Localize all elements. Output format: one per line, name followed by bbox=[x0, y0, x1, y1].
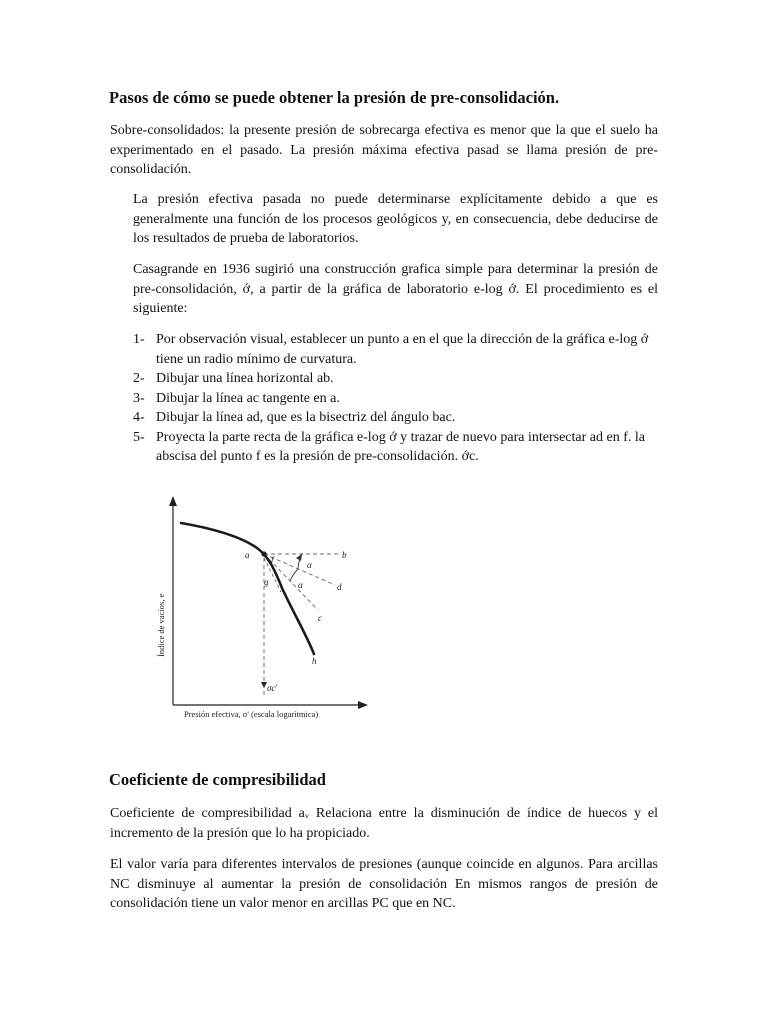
step-number: 3- bbox=[133, 390, 145, 406]
label-f: f bbox=[271, 555, 274, 565]
step-number: 2- bbox=[133, 371, 145, 386]
section-title-preconsolidation: Pasos de cómo se puede obtener la presión de pre-consolidación. bbox=[109, 88, 560, 107]
angle-arc-lower bbox=[290, 569, 298, 581]
paragraph-past-pressure: La presión efectiva pasada no puede determinarse explícitamente debido a que es generalmente una función de los procesos geológicos y, en consecuencia, debe deducirse de los resultados de prueba de laboratorios. bbox=[133, 192, 658, 246]
label-alpha-upper: α bbox=[307, 560, 312, 570]
paragraph-casagrande: Casagrande en 1936 sugirió una construcción grafica simple para determinar la presión de pre-consolidación, ớ, a partir de la gráfica de laboratorio e-log ớ. El procedimiento es el siguiente: bbox=[133, 262, 658, 316]
point-a-marker bbox=[261, 551, 266, 556]
list-item bbox=[133, 408, 660, 428]
x-axis-label: Presión efectiva, σ' (escala logarítmica) bbox=[184, 709, 319, 719]
list-item bbox=[133, 369, 660, 389]
arc-arrow-icon bbox=[296, 554, 302, 561]
step-text: Por observación visual, establecer un punto a en el que la dirección de la gráfica e-log ớ tiene un radio mínimo de curvatura. bbox=[156, 332, 649, 367]
paragraph-compressibility-definition: Coeficiente de compresibilidad aᵥ Relaciona entre la disminución de índice de huecos y el incremento de la presión que lo ha propiciado. bbox=[110, 806, 658, 841]
label-b: b bbox=[342, 550, 347, 560]
step-text: Dibujar la línea ac tangente en a. bbox=[156, 390, 340, 406]
paragraph-value-variation: El valor varía para diferentes intervalos de presiones (aunque coincide en algunos. Para arcillas NC disminuye al aumentar la presión de consolidación En mismos rangos de presión de consolidación tiene un valor menor en arcillas PC que en NC. bbox=[110, 857, 658, 911]
casagrande-figure bbox=[150, 492, 380, 724]
e-log-curve bbox=[181, 523, 314, 654]
label-h: h bbox=[312, 656, 317, 666]
list-item bbox=[133, 389, 660, 409]
step-text: Proyecta la parte recta de la gráfica e-log ớ y trazar de nuevo para intersectar ad en f. la abscisa del punto f es la presión de pre-consolidación. ớc. bbox=[156, 429, 645, 464]
procedure-steps-list bbox=[133, 330, 660, 467]
y-axis-label: Índice de vacíos, e bbox=[156, 593, 166, 657]
label-c: c bbox=[318, 613, 322, 623]
step-text: Dibujar una línea horizontal ab. bbox=[156, 371, 334, 386]
label-alpha-lower: α bbox=[298, 580, 303, 590]
paragraph-overconsolidated: Sobre-consolidados: la presente presión de sobrecarga efectiva es menor que la que el suelo ha experimentado en el pasado. La presión máxima efectiva pasad se llama presión de pre-consolidación. bbox=[110, 123, 658, 177]
label-a: a bbox=[245, 550, 250, 560]
list-item bbox=[133, 330, 660, 369]
x-axis-arrow-icon bbox=[358, 701, 368, 709]
step-number: 4- bbox=[133, 410, 145, 425]
y-axis-arrow-icon bbox=[169, 496, 177, 506]
step-number: 5- bbox=[133, 429, 145, 445]
section-title-compressibility: Coeficiente de compresibilidad bbox=[109, 770, 326, 789]
label-d: d bbox=[337, 582, 342, 592]
label-sigma-c: σc' bbox=[267, 683, 278, 693]
label-g: g bbox=[264, 577, 269, 587]
step-number: 1- bbox=[133, 332, 145, 347]
list-item bbox=[133, 428, 660, 467]
step-text: Dibujar la línea ad, que es la bisectriz del ángulo bac. bbox=[156, 410, 456, 425]
